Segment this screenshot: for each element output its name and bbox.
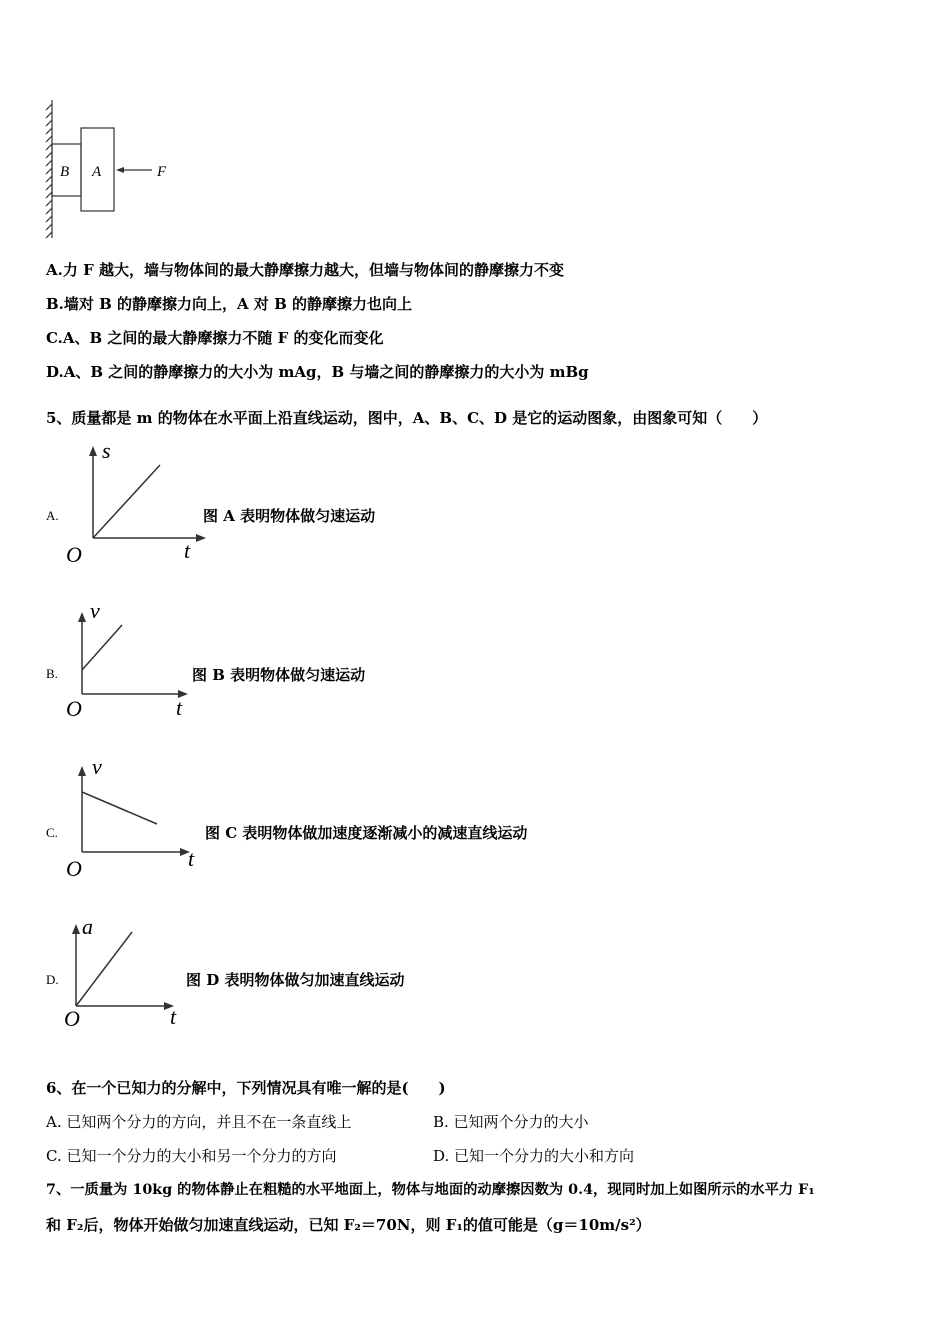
- graph-d-origin-label: O: [64, 1006, 80, 1031]
- q5-option-d-caption: 图 D 表明物体做匀加速直线运动: [186, 971, 405, 989]
- q5-option-c-label: C.: [46, 825, 58, 840]
- block-b-label: B: [60, 164, 70, 180]
- q7-line-1: 7、一质量为 10kg 的物体静止在粗糙的水平地面上，物体与地面的动摩擦因数为 0.4，现同时加上如图所示的水平力 F₁: [46, 1182, 815, 1198]
- force-arrowhead: [116, 167, 124, 173]
- graph-a-line: [93, 465, 160, 538]
- q5-option-a-label: A.: [46, 508, 59, 523]
- q6-option-a: A. 已知两个分力的方向，并且不在一条直线上: [46, 1113, 352, 1131]
- q4-option-b: B.墙对 B 的静摩擦力向上，A 对 B 的静摩擦力也向上: [46, 295, 413, 313]
- graph-d-y-arrowhead: [72, 924, 80, 934]
- graph-b-x-label: t: [176, 695, 183, 720]
- graph-a: [60, 440, 210, 568]
- q4-option-a: A.力 F 越大，墙与物体间的最大静摩擦力越大，但墙与物体间的静摩擦力不变: [46, 261, 564, 279]
- graph-c: [60, 756, 205, 884]
- q5-option-d-label: D.: [46, 972, 59, 987]
- q7-line-2: 和 F₂后，物体开始做匀加速直线运动，已知 F₂＝70N，则 F₁的值可能是（g＝10m/s²）: [46, 1216, 651, 1234]
- graph-d-x-label: t: [170, 1004, 177, 1029]
- graph-a-y-label: s: [102, 440, 111, 463]
- force-label: F: [157, 164, 167, 180]
- graph-a-y-arrowhead: [89, 446, 97, 456]
- blocks-wall-figure: [40, 98, 180, 243]
- q5-option-b-label: B.: [46, 666, 58, 681]
- q6-stem: 6、在一个已知力的分解中，下列情况具有唯一解的是( ): [46, 1079, 446, 1097]
- graph-d: [60, 912, 190, 1034]
- q5-option-c-caption: 图 C 表明物体做加速度逐渐减小的减速直线运动: [205, 824, 528, 842]
- graph-c-y-label: v: [92, 756, 102, 779]
- graph-d-y-label: a: [82, 914, 93, 939]
- graph-c-y-arrowhead: [78, 766, 86, 776]
- graph-c-origin-label: O: [66, 856, 82, 881]
- q6-option-d: D. 已知一个分力的大小和方向: [433, 1147, 635, 1165]
- graph-d-line: [76, 932, 132, 1006]
- q6-option-b: B. 已知两个分力的大小: [433, 1113, 589, 1131]
- graph-b-y-arrowhead: [78, 612, 86, 622]
- q5-option-b-caption: 图 B 表明物体做匀速运动: [192, 666, 366, 684]
- graph-b-line: [82, 625, 122, 670]
- graph-a-x-label: t: [184, 538, 191, 563]
- graph-a-origin-label: O: [66, 542, 82, 567]
- graph-b: [60, 600, 200, 725]
- q5-option-a-caption: 图 A 表明物体做匀速运动: [203, 507, 376, 525]
- graph-a-x-arrowhead: [196, 534, 206, 542]
- wall: [46, 100, 52, 238]
- block-a-label: A: [92, 164, 102, 180]
- q4-option-d: D.A、B 之间的静摩擦力的大小为 mAg，B 与墙之间的静摩擦力的大小为 mBg: [46, 363, 589, 381]
- q6-option-c: C. 已知一个分力的大小和另一个分力的方向: [46, 1147, 337, 1165]
- graph-c-line: [82, 792, 157, 824]
- graph-c-x-label: t: [188, 846, 195, 871]
- q5-stem: 5、质量都是 m 的物体在水平面上沿直线运动，图中，A、B、C、D 是它的运动图象，由图象可知（ ）: [46, 409, 768, 427]
- graph-b-origin-label: O: [66, 696, 82, 721]
- graph-b-y-label: v: [90, 600, 100, 623]
- q4-option-c: C.A、B 之间的最大静摩擦力不随 F 的变化而变化: [46, 329, 384, 347]
